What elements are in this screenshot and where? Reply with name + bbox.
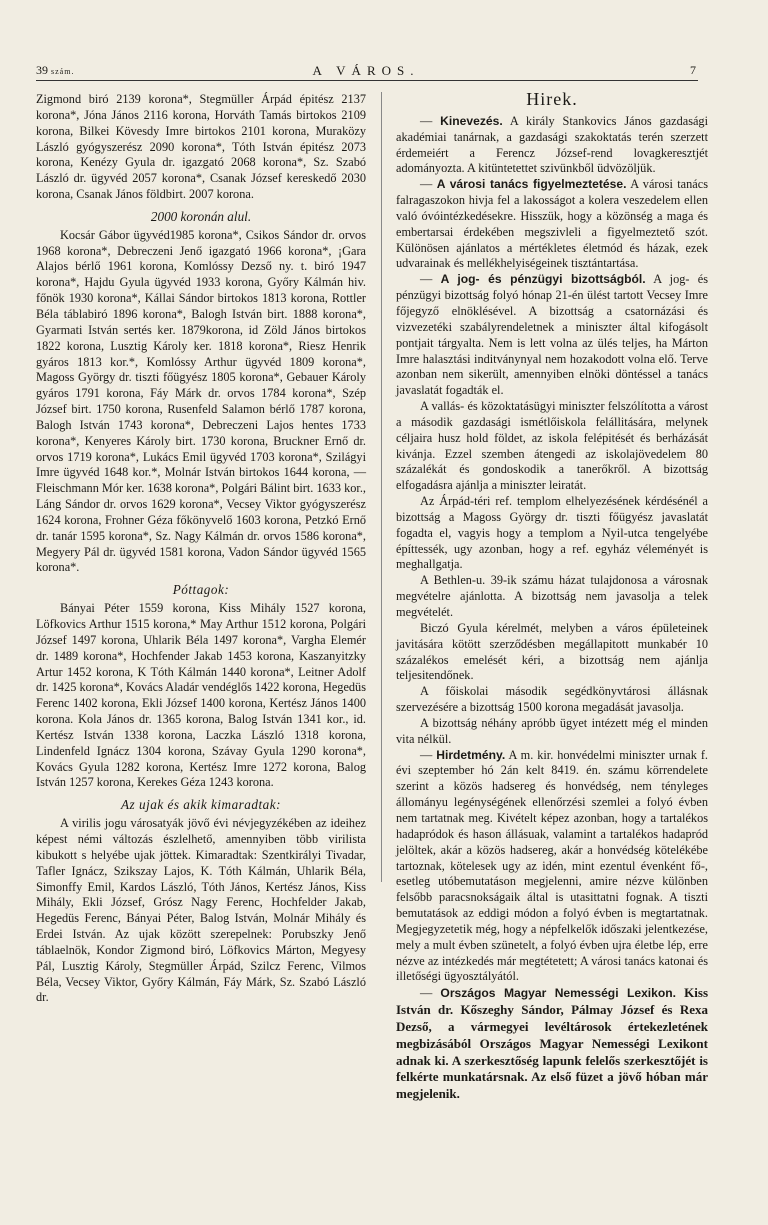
intro-paragraph: Zigmond biró 2139 korona*, Stegmüller Árpád épitész 2137 korona*, Jóna János 2116 korona, Horváth Tamás birtokos 2109 korona, Bilkei Kövesdy Imre birtokos 2101 korona, Muraközy László gyógyszerész 2090 korona*, Tóth István épitész 2073 korona, Kenézy Gyula dr. igazgató 2068 korona*, Sz. Szabó László dr. ügyvéd 2057 korona*, Csanak József kereskedő 2030 korona, Csanak János földbirt. 2007 korona. xyxy=(36,92,366,202)
under-2000-paragraph: Kocsár Gábor ügyvéd1985 korona*, Csikos Sándor dr. orvos 1968 korona*, Debreczeni Jenő igazgató 1966 korona*, ¡Gara Alajos bérlő 1961 korona, Komlóssy Dezső ny. t. biró 1947 korona*, Hajdu Gyula ügyvéd 1933 korona, Győry Kálmán hiv. főnök 1930 korona*, Kállai Sándor birtokos 1813 korona, Rottler Béla táblabiró 1896 korona*, Balogh István birt. 1888 korona*, Gyarmati István sertés ker. 1879korona, id Zöld János birtokos 1822 korona, Lusztig Károly ker. 1818 korona*, Riesz Henrik gyáros 1813 kor.*, Komlóssy Arthur ügyvéd 1809 korona*, Magoss György dr. tiszti főügyész 1805 korona*, Gebauer Károly gyáros 1791 korona, Fáy Márk dr. orvos 1784 korona*, Szép József birt. 1750 korona, Rusenfeld Salamon bérlő 1787 korona, Balogh István 1743 korona*, Debreczeni Lajos hentes 1733 korona*, Kenyeres Károly birt. 1730 korona, Bruckner Ernő dr. orvos 1719 korona*, Lukács Emil ügyvéd 1703 korona*, Szilágyi Imre ügyvéd 1648 kor.*, Molnár István birtokos 1644 korona, — Fleischmann Mór ker. 1638 korona*, Polgári Bálint birt. 1633 kor., Láng Sándor dr. orvos 1629 korona*, Vecsey Viktor gyógyszerész 1624 korona, Frohner Géza főkönyvelő 1603 korona, Petzkó Ernő dr. tanár 1595 korona*, Sz. Nagy Kálmán dr. orvos 1586 korona*, Megyery Pál dr. ügyvéd 1581 korona, Vadon Sándor ügyvéd 1565 korona*. xyxy=(36,227,366,575)
header-rule xyxy=(36,80,698,81)
news-text: A jog- és pénzügyi bizottság folyó hónap 21-én ülést tartott Vecsey Imre főjegyző elnöklésével. A bizottság a csatornázási és vizvezetéki szabályrendeletnek a miniszter által kifogásolt pontjait tárgyalta. Nem is lett volna az ülés teljes, ha Márton Imre halasztási inditványnyal nem hozakodott volna elő. Terve azonban nem sikerült, amennyiben elnöki döntéssel a tanács javaslatát fogadták el. xyxy=(396,272,708,398)
news-text: Kiss István dr. Kőszeghy Sándor, Pálmay József és Rexa Dezső, a vármegyei levéltárosok értekezletének megbizásából Országos Magyar Nemességi Lexikont adnak ki. A szerkesztőség lapunk felelős szerkesztőjét is felkérte munkatársnak. Az első füzet a jövő hóban már megjelenik. xyxy=(396,985,708,1102)
news-keyword: Hirdetmény. xyxy=(436,747,506,762)
page-number-suffix: szám. xyxy=(51,67,75,76)
column-divider xyxy=(381,92,382,882)
news-keyword: Kinevezés. xyxy=(440,113,503,128)
news-text: A király Stankovics János gazdasági akadémiai tanárnak, a gazdasági szakoktatás terén szerzett érdemeiért a Ferencz József-rend lovagkeresztjét adományozta. A kitüntetettet szivünkből üdvözöljük. xyxy=(396,113,708,176)
subheading-under-2000: 2000 koronán alul. xyxy=(150,208,252,224)
news-item-kinevezes: — Kinevezés. A király Stankovics János gazdasági akadémiai tanárnak, a gazdasági szakoktatás terén szerzett érdemeiért a Ferencz József-rend lovagkeresztjét adományozta. A kitüntetettet szivünkből üdvözöljük. xyxy=(396,113,708,176)
news-keyword: Országos Magyar Nemességi Lexikon. xyxy=(440,986,677,1001)
left-column xyxy=(36,92,366,1006)
news-item-lexikon: — Országos Magyar Nemességi Lexikon. Kiss István dr. Kőszeghy Sándor, Pálmay József és Rexa Dezső, a vármegyei levéltárosok értekezletének megbizásából Országos Magyar Nemességi Lexikont adnak ki. A szerkesztőség lapunk felelős szerkesztőjét is felkérte munkatársnak. Az első füzet a jövő hóban már megjelenik. xyxy=(396,985,708,1102)
news-paragraph: Az Árpád-téri ref. templom elhelyezésének kérdésénél a bizottság a Magoss György dr. tiszti főügyész javaslatát fogadta el, vagyis hogy a templom a Nyil-utca tengelyébe építtessék, ugy azonban, hogy a ref. egyház véleményét is meghallgatja. xyxy=(396,494,708,572)
news-paragraph: A bizottság néhány apróbb ügyet intézett még el minden vita nélkül. xyxy=(396,715,708,746)
right-column xyxy=(396,89,708,1103)
pottagok-paragraph: Bányai Péter 1559 korona, Kiss Mihály 1527 korona, Löfkovics Arthur 1515 korona,* May Arthur 1512 korona, Polgári József 1497 korona, Uhlarik Béla 1497 korona*, Vargha Elemér dr. 1489 korona*, Hochfender Jakab 1453 korona, Kaszanyitzky Artur 1452 korona, K Tóth Kálmán 1440 korona*, Leitner Adolf dr. 1425 korona*, Kovács Aladár vendéglős 1422 korona, Hegedüs Ferenc 1402 korona, Ekli József 1400 korona, Kertész János 1400 korona. Kola János dr. 1365 korona, Balog István 1341 kor., id. Kertész István 1338 korona, Laczka László 1318 korona, Lindenfeld Ignácz 1304 korona, Szávay Gyula 1290 korona*, Kovács Gyula 1282 korona, Kertész Imre 1272 korona, Balog István 1257 korona, Kerekes Géza 1243 korona. xyxy=(36,601,366,790)
section-title-hirek: Hirek. xyxy=(526,89,578,109)
news-paragraph: Biczó Gyula kérelmét, melyben a város épületeinek javitására kötött szerződésben megállapitott munkabér 10 százalékos emelését kéri, a bizottság nem ajánlja teljesitendőnek. xyxy=(396,620,708,683)
news-paragraph: A Bethlen-u. 39-ik számu házat tulajdonosa a városnak megvételre ajánlotta. A bizottság nem javasolja a telek megvételét. xyxy=(396,573,708,619)
news-keyword: A jog- és pénzügyi bizottságból. xyxy=(440,272,646,287)
page-number-right: 7 xyxy=(690,63,696,77)
news-paragraph: A főiskolai második segédkönyvtárosi állásnak szervezésére a bizottság 1500 korona megadását javasolja. xyxy=(396,684,708,715)
news-item-tanacs: — A városi tanács figyelmeztetése. A városi tanács falragaszokon hivja fel a lakosságot a kolera veszedelem ellen való óvóintézkedésekre. Hisszük, hogy a közönség a maga és embertarsai érdekében megszivleli a figyelmeztető szót. Különösen ajánlatos a mértékletes életmód és házak, ezek udvarainak és mellékhelyiségeinek tisztántartása. xyxy=(396,177,708,271)
news-item-hirdetmeny: — Hirdetmény. A m. kir. honvédelmi miniszter urnak f. évi szeptember hó 2án kelt 8419. én. számu körrendelete szerint a közös hadsereg és honvédség, nem tényleges állományu legénységének ellenőrzési szemlei a folyó évben nem tartatnak meg. Kivételt képez azonban, hogy a tartalékos hadapródok és hason állásuak, valamint a tartalékos hadapród jelöltek, akár a közös hadsereg, akár a honvédség kötelékébe tartoznak, kötelesek ugy az idén, mint ezentul évenként fő-, esetleg utóbemutatáson megjelenni, amire nézve különben felsőbb paracsnokságaik által is utasittatni fognak. A tiszti bemutatások az eddigi módon a folyó évben is megtartatnak. Megjegyzetetik még, hogy a népfelkelők időszaki jelentkezése, mely a mult évben szünetelt, a folyó évben ujra életbe lép, erre nézve az intézkedés már megtétetett; A városi tanács katonai és illetőségi ügyosztályától. xyxy=(396,747,708,984)
page-header xyxy=(36,63,696,81)
news-item-bizottsag: — A jog- és pénzügyi bizottságból. A jog- és pénzügyi bizottság folyó hónap 21-én ülést tartott Vecsey Imre főjegyző elnöklésével. A bizottság a csatornázási és vizvezetéki szabályrendeletnek a miniszter által kifogásolt pontjait tárgyalta. Nem is lett volna az ülés teljes, ha Márton Imre halasztási inditványnyal nem hozakodott volna elő. Terve azonban nem sikerült, amennyiben elnöki döntéssel a tanács javaslatát fogadták el. xyxy=(396,272,708,398)
news-keyword: A városi tanács figyelmeztetése. xyxy=(436,177,627,192)
news-text: A városi tanács falragaszokon hivja fel a lakosságot a kolera veszedelem ellen való óvóintézkedésekre. Hisszük, hogy a közönség a maga és embertarsai érdekében megszivleli a figyelmeztető szót. Különösen ajánlatos a mértékletes életmód és házak, ezek udvarainak és mellékhelyiségeinek tisztántartása. xyxy=(396,177,708,271)
ujak-paragraph: A virilis jogu városatyák jövő évi névjegyzékében az ideihez képest némi változás észlelhető, amennyiben több virilista kibukott s helyébe ujak jöttek. Kimaradtak: Szentkirályi Tivadar, Tafler Ignácz, Szikszay Lajos, K. Tóth Kálmán, Uhlarik Béla, Simonffy Emil, Kardos László, Tóth János, Kertész János, Kiss Mihály, Ekli József, Grósz Nagy Ferenc, Hochfelder Jakab, Hegedüs Ferenc, Bányai Péter, Balog István, Molnár Mihály és Erdei István. Az ujak között szerepelnek: Porubszky Jenő táblaelnök, Kondor Zigmond biró, Löfkovics Márton, Megyesy Pál, Lusztig Károly, Stegmüller Árpád, Szilcz Ferenc, Vilmos Béla, Vecsey Viktor, Győry Kálmán, Fáy Márk, Sz. Szabó László dr. xyxy=(36,816,366,1005)
subheading-pottagok: Póttagok: xyxy=(172,582,230,598)
masthead-title: A VÁROS. xyxy=(312,63,420,78)
news-text: A m. kir. honvédelmi miniszter urnak f. évi szeptember hó 2án kelt 8419. én. számu körrendelete szerint a közös hadsereg és honvédség, nem tényleges állományu legénységének ellenőrzési szemlei a folyó évben nem tartatnak meg. Kivételt képez azonban, hogy a tartalékos hadapródok és hason állásuak, valamint a tartalékos hadapród jelöltek, akár a közös hadsereg, akár a honvédség kötelékébe tartoznak, kötelesek ugy az idén, mint ezentul évenként fő-, esetleg utóbemutatáson megjelenni, amire nézve különben felsőbb paracsnokságaik által is utasittatni fognak. A tiszti bemutatások az eddigi módon a folyó évben is megtartatnak. Megjegyzetetik még, hogy a népfelkelők időszaki jelentkezése, mely a mult évben szünetelt, a folyó évben ujra életbe lép, erre nézve az intézkedés már megtétetett; A városi tanács katonai és illetőségi ügyosztályától. xyxy=(396,747,708,984)
subheading-ujak: Az ujak és akik kimaradtak: xyxy=(121,797,281,813)
news-paragraph: A vallás- és közoktatásügyi miniszter felszólította a várost a második gazdasági ismétlőiskola felállitására, melynek céljaira husz hold földet, az iskola felépitését és berházását kivánja. Ezzel szemben átengedi az iskolajövedelem 80 százalékát és gondoskodik a tanerőkről. A bizottság elfogadásra ajánlja a miniszter leiratát. xyxy=(396,399,708,493)
page-number: 39 xyxy=(36,63,48,77)
